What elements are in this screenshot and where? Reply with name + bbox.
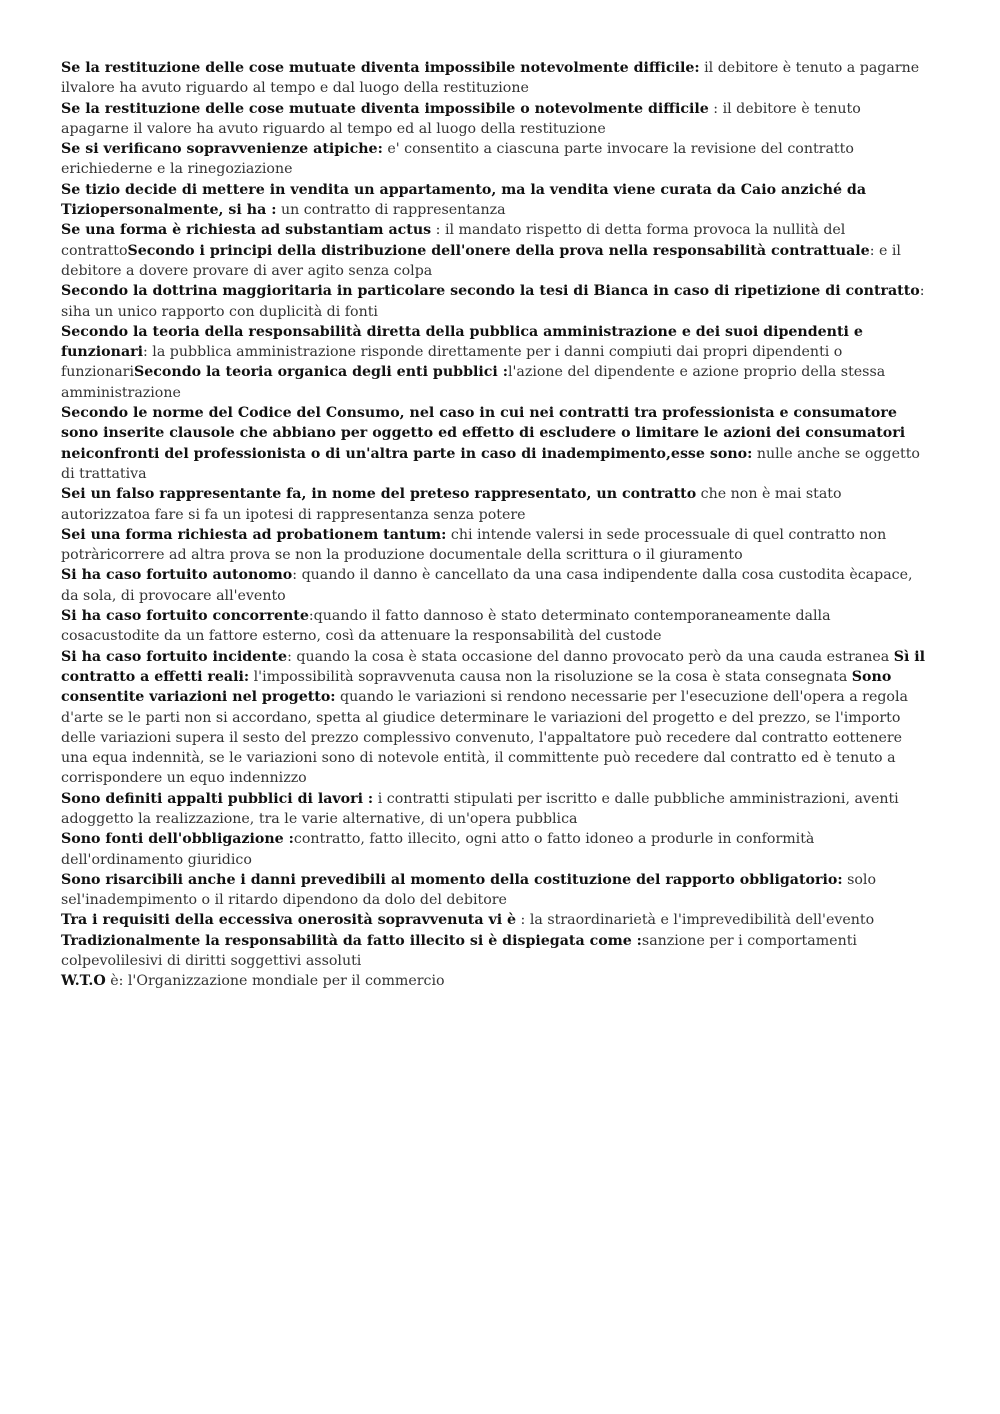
answer-text: e' consentito a ciascuna parte invocare la revisione del contratto erichiederne e la rinegoziazione [61, 141, 854, 178]
answer-text: : siha un unico rapporto con duplicità di fonti [61, 283, 925, 320]
qa-entry [61, 525, 933, 566]
answer-text: sanzione per i comportamenti colpevolilesivi di diritti soggettivi assoluti [61, 932, 857, 970]
question-text: Sono consentite variazioni nel progetto: [61, 668, 892, 706]
qa-entry [61, 647, 933, 789]
answer-text: un contratto di rappresentanza [276, 202, 506, 219]
question-text: Secondo le norme del Codice del Consumo, nel caso in cui nei contratti tra professionista e consumatore sono inserite clausole che abbiano per oggetto ed effetto di escludere o limitare le azioni dei consumatori neiconfronti del professionista o di un'altra parte in caso di inadempimento,esse sono: [61, 405, 906, 462]
question-text: Secondo la teoria organica degli enti pubblici : [134, 364, 508, 381]
answer-text: quando le variazioni si rendono necessarie per l'esecuzione dell'opera a regola d'arte se le parti non si accordano, spetta al giudice determinare le variazioni del progetto e del prezzo, se l'importo delle variazioni supera il sesto del prezzo complessivo convenuto, l'appaltatore può recedere dal contratto eottenere una equa indennità, se le variazioni sono di notevole entità, il committente può recedere dal contratto ed è tenuto a corrispondere un equo indennizzo [61, 689, 908, 787]
qa-entry [61, 606, 933, 647]
answer-text: : il mandato rispetto di detta forma provoca la nullità del contratto [61, 222, 846, 259]
question-text: Sei un falso rappresentante fa, in nome del preteso rappresentato, un contratto [61, 486, 697, 503]
answer-text: :quando il fatto dannoso è stato determinato contemporaneamente dalla cosacustodite da un fattore esterno, così da attenuare la responsabilità del custode [61, 608, 831, 645]
answer-text: : e il debitore a dovere provare di aver agito senza colpa [61, 242, 901, 279]
answer-text: è: l'Organizzazione mondiale per il commercio [105, 973, 445, 990]
question-text: Si ha caso fortuito concorrente [61, 608, 309, 625]
qa-entry [61, 180, 933, 221]
question-text: Si ha caso fortuito incidente [61, 648, 288, 665]
question-text: Se si verificano sopravvenienze atipiche: [61, 141, 383, 158]
answer-text: il debitore è tenuto a pagarne ilvalore ha avuto riguardo al tempo e dal luogo della restituzione [61, 60, 920, 97]
question-text: Sono risarcibili anche i danni prevedibili al momento della costituzione del rapporto obbligatorio: [61, 871, 843, 888]
question-text: Tra i requisiti della eccessiva onerosità sopravvenuta vi è [61, 912, 517, 929]
qa-entry [61, 99, 933, 140]
answer-text: : il debitore è tenuto apagarne il valore ha avuto riguardo al tempo ed al luogo della restituzione [61, 100, 861, 137]
question-text: Se una forma è richiesta ad substantiam actus [61, 222, 432, 239]
qa-entry [61, 829, 933, 870]
answer-text: chi intende valersi in sede processuale di quel contratto non potràricorrere ad altra prova se non la produzione documentale della scrittura o il giuramento [61, 526, 887, 564]
answer-text: : la straordinarietà e l'imprevedibilità dell'evento [516, 912, 875, 929]
qa-entry [61, 58, 933, 99]
question-text: Secondo la teoria della responsabilità diretta della pubblica amministrazione e dei suoi dipendenti e funzionari [61, 323, 863, 361]
qa-entry [61, 484, 933, 525]
answer-text: che non è mai stato autorizzatoa fare si fa un ipotesi di rappresentanza senza potere [61, 486, 842, 523]
question-text: W.T.O [61, 973, 106, 990]
question-text: Tradizionalmente la responsabilità da fatto illecito si è dispiegata come : [61, 932, 642, 949]
answer-text: : quando il danno è cancellato da una casa indipendente dalla cosa custodita ècapace, da sola, di provocare all'evento [61, 567, 913, 604]
qa-entry [61, 565, 933, 606]
qa-entry [61, 870, 933, 911]
qa-entry [61, 971, 933, 991]
qa-entry [61, 281, 933, 322]
document-page [61, 58, 933, 992]
question-text: Secondo la dottrina maggioritaria in particolare secondo la tesi di Bianca in caso di ripetizione di contratto [61, 283, 920, 300]
qa-entry [61, 789, 933, 830]
question-text: Se la restituzione delle cose mutuate diventa impossibile o notevolmente difficile [61, 100, 709, 117]
qa-entry [61, 910, 933, 971]
answer-text: l'impossibilità sopravvenuta causa non la risoluzione se la cosa è stata consegnata [249, 668, 852, 685]
question-text: Sono fonti dell'obbligazione : [61, 831, 294, 848]
qa-entry [61, 322, 933, 403]
answer-text: contratto, fatto illecito, ogni atto o fatto idoneo a produrle in conformità dell'ordinamento giuridico [61, 831, 815, 868]
answer-text: : la pubblica amministrazione risponde direttamente per i danni compiuti dai propri dipendenti o funzionari [61, 344, 843, 381]
answer-text: i contratti stipulati per iscritto e dalle pubbliche amministrazioni, aventi adoggetto la realizzazione, tra le varie alternative, di un'opera pubblica [61, 790, 899, 827]
answer-text: l'azione del dipendente e azione proprio della stessa amministrazione [61, 364, 886, 401]
qa-entry [61, 139, 933, 180]
question-text: Se tizio decide di mettere in vendita un appartamento, ma la vendita viene curata da Caio anziché da Tiziopersonalmente, si ha : [61, 181, 867, 219]
question-text: Si ha caso fortuito autonomo [61, 567, 293, 584]
question-text: Sei una forma richiesta ad probationem tantum: [61, 526, 447, 543]
qa-entry [61, 220, 933, 281]
question-text: Se la restituzione delle cose mutuate diventa impossibile notevolmente difficile: [61, 60, 700, 76]
question-text: Sono definiti appalti pubblici di lavori : [61, 790, 374, 807]
answer-text: : quando la cosa è stata occasione del danno provocato però da una cauda estranea [287, 648, 894, 665]
answer-text: nulle anche se oggetto di trattativa [61, 445, 920, 482]
qa-entry [61, 403, 933, 484]
question-text: Secondo i principi della distribuzione dell'onere della prova nella responsabilità contrattuale [127, 242, 870, 259]
question-text: Sì il contratto a effetti reali: [61, 648, 926, 685]
answer-text: solo sel'inadempimento o il ritardo dipendono da dolo del debitore [61, 871, 876, 909]
